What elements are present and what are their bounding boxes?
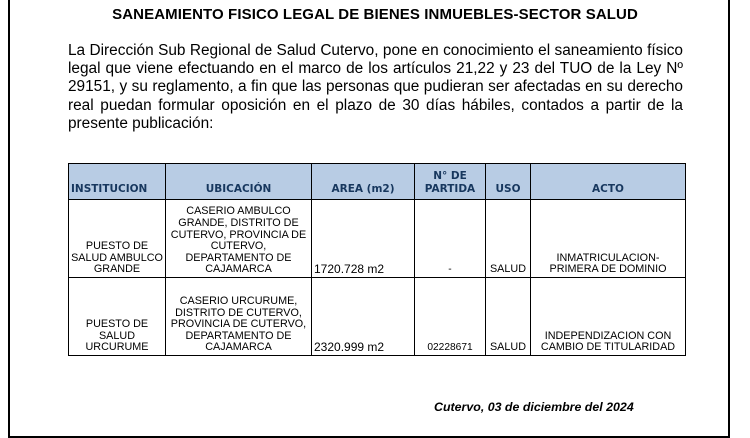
date-signature: Cutervo, 03 de diciembre del 2024: [434, 400, 634, 414]
cell-uso: SALUD: [486, 278, 531, 356]
header-uso: USO: [486, 164, 531, 200]
cell-acto: INMATRICULACION-PRIMERA DE DOMINIO: [531, 200, 686, 278]
cell-ubicacion: CASERIO URCURUME, DISTRITO DE CUTERVO, PROVINCIA DE CUTERVO, DEPARTAMENTO DE CAJAMARCA: [166, 278, 312, 356]
page-title: SANEAMIENTO FISICO LEGAL DE BIENES INMUEBLES-SECTOR SALUD: [112, 6, 638, 23]
cell-area: 2320.999 m2: [312, 278, 415, 356]
cell-uso: SALUD: [486, 200, 531, 278]
header-acto: ACTO: [531, 164, 686, 200]
header-ubicacion: UBICACIÓN: [166, 164, 312, 200]
cell-partida: 02228671: [415, 278, 486, 356]
properties-table: [68, 163, 686, 356]
cell-ubicacion: CASERIO AMBULCO GRANDE, DISTRITO DE CUTERVO, PROVINCIA DE CUTERVO, DEPARTAMENTO DE CAJAMARCA: [166, 200, 312, 278]
table-header-row: [69, 164, 686, 200]
cell-area: 1720.728 m2: [312, 200, 415, 278]
intro-paragraph: La Dirección Sub Regional de Salud Cutervo, pone en conocimiento el saneamiento físico legal que viene efectuando en el marco de los artículos 21,22 y 23 del TUO de la Ley Nº 29151, y su reglamento, a fin que las personas que pudieran ser afectadas en su derecho real puedan formular oposición en el plazo de 30 días hábiles, contados a partir de la presente publicación:: [68, 42, 683, 132]
header-area: AREA (m2): [312, 164, 415, 200]
cell-institucion: PUESTO DE SALUD AMBULCO GRANDE: [69, 200, 166, 278]
header-institucion: INSTITUCION: [69, 164, 166, 200]
cell-institucion: PUESTO DE SALUD URCURUME: [69, 278, 166, 356]
cell-acto: INDEPENDIZACION CON CAMBIO DE TITULARIDAD: [531, 278, 686, 356]
header-partida: N° DE PARTIDA: [415, 164, 486, 200]
table-row: [69, 200, 686, 278]
cell-partida: -: [415, 200, 486, 278]
table-row: [69, 278, 686, 356]
